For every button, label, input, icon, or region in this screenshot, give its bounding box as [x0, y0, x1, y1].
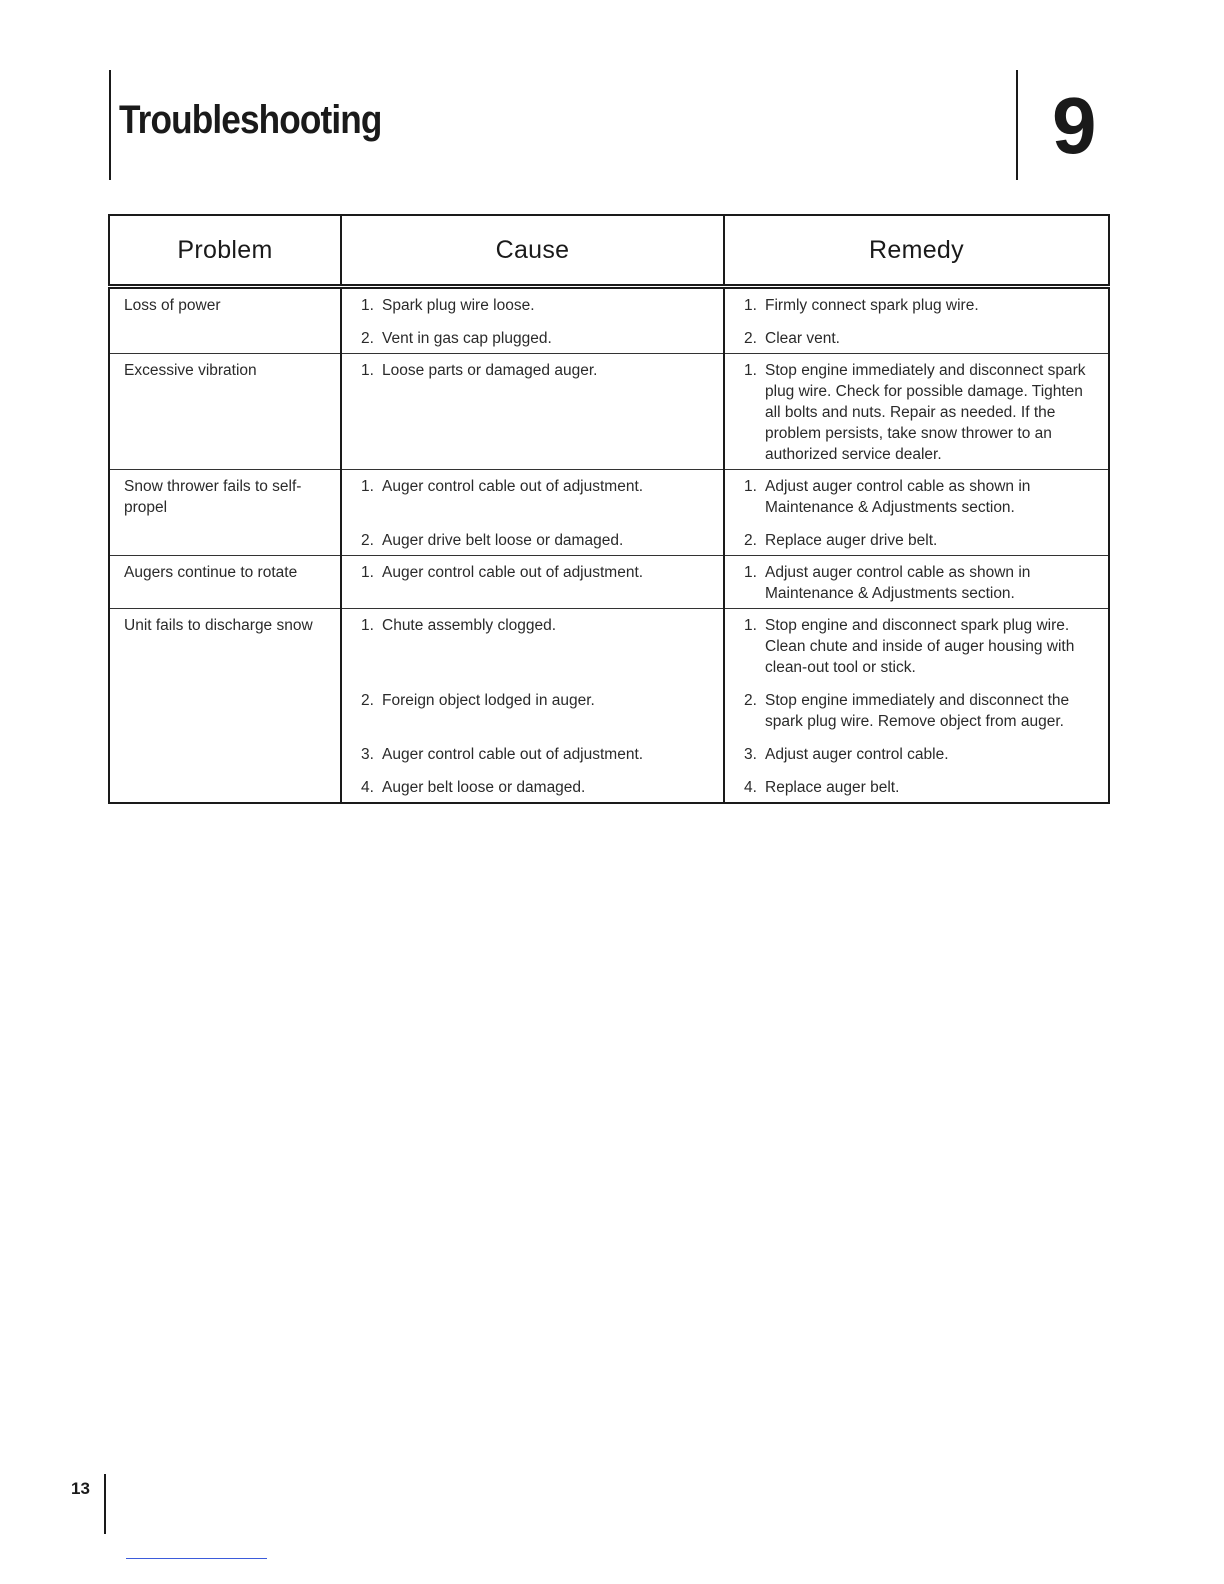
table-row — [109, 470, 1109, 556]
cause-cell — [341, 287, 724, 354]
remedy-item — [739, 328, 1100, 349]
troubleshooting-table — [108, 214, 1110, 804]
cause-item-number: 2. — [361, 532, 374, 549]
remedy-item-text: Adjust auger control cable. — [765, 746, 949, 763]
cause-item — [356, 295, 715, 316]
cause-cell — [341, 354, 724, 470]
problem-cell — [109, 556, 341, 609]
remedy-list — [739, 476, 1100, 551]
cause-item — [356, 690, 715, 732]
remedy-item-number: 3. — [744, 746, 757, 763]
remedy-list — [739, 562, 1100, 604]
table-row — [109, 556, 1109, 609]
cause-list — [356, 295, 715, 349]
remedy-cell — [724, 354, 1109, 470]
cause-list — [356, 615, 715, 798]
cause-item-text: Auger belt loose or damaged. — [382, 779, 586, 796]
remedy-cell — [724, 556, 1109, 609]
column-header-cause: Cause — [341, 215, 724, 287]
cause-cell — [341, 470, 724, 556]
remedy-item — [739, 530, 1100, 551]
cause-item-number: 3. — [361, 746, 374, 763]
remedy-cell — [724, 609, 1109, 804]
remedy-cell — [724, 470, 1109, 556]
problem-text: Snow thrower fails to self-propel — [124, 478, 302, 516]
cause-item — [356, 777, 715, 798]
title-rule-left — [109, 70, 111, 180]
remedy-item-text: Adjust auger control cable as shown in Maintenance & Adjustments section. — [765, 478, 1031, 516]
problem-cell — [109, 287, 341, 354]
remedy-item-number: 2. — [744, 692, 757, 709]
problem-text: Loss of power — [124, 297, 221, 314]
cause-item-number: 1. — [361, 297, 374, 314]
problem-text: Excessive vibration — [124, 362, 257, 379]
cause-item — [356, 476, 715, 518]
table-row — [109, 354, 1109, 470]
remedy-item-text: Firmly connect spark plug wire. — [765, 297, 979, 314]
remedy-item — [739, 615, 1100, 678]
cause-list — [356, 360, 715, 465]
cause-item-number: 2. — [361, 330, 374, 347]
cause-item-text: Auger control cable out of adjustment. — [382, 746, 644, 763]
remedy-item — [739, 690, 1100, 732]
cause-item — [356, 562, 715, 604]
problem-cell — [109, 354, 341, 470]
cause-item — [356, 744, 715, 765]
page-number: 13 — [71, 1479, 90, 1498]
remedy-list — [739, 615, 1100, 798]
remedy-item-number: 4. — [744, 779, 757, 796]
cause-item — [356, 530, 715, 551]
problem-text: Unit fails to discharge snow — [124, 617, 313, 634]
remedy-cell — [724, 287, 1109, 354]
remedy-item-text: Replace auger belt. — [765, 779, 900, 796]
cause-item-text: Auger control cable out of adjustment. — [382, 478, 644, 495]
cause-item-number: 1. — [361, 478, 374, 495]
cause-item-number: 1. — [361, 564, 374, 581]
remedy-item-text: Replace auger drive belt. — [765, 532, 938, 549]
cause-item-number: 1. — [361, 362, 374, 379]
remedy-item-text: Clear vent. — [765, 330, 840, 347]
cause-cell — [341, 556, 724, 609]
remedy-item-text: Stop engine immediately and disconnect spark plug wire. Check for possible damage. Tighten all bolts and nuts. Repair as needed. If the problem persists, take snow thrower to an authorized service dealer. — [765, 362, 1086, 463]
footer-rule — [104, 1474, 106, 1534]
column-header-remedy: Remedy — [724, 215, 1109, 287]
remedy-item-number: 1. — [744, 478, 757, 495]
cause-item-number: 4. — [361, 779, 374, 796]
cause-cell — [341, 609, 724, 804]
cause-item-text: Foreign object lodged in auger. — [382, 692, 595, 709]
cause-list — [356, 562, 715, 604]
cause-item — [356, 615, 715, 678]
cause-item — [356, 360, 715, 465]
column-header-problem: Problem — [109, 215, 341, 287]
cause-item-text: Auger drive belt loose or damaged. — [382, 532, 624, 549]
remedy-item — [739, 360, 1100, 465]
cause-item-text: Vent in gas cap plugged. — [382, 330, 552, 347]
remedy-item — [739, 562, 1100, 604]
cause-item-text: Spark plug wire loose. — [382, 297, 535, 314]
remedy-item — [739, 777, 1100, 798]
remedy-item-number: 2. — [744, 532, 757, 549]
table-body — [109, 287, 1109, 804]
remedy-item-number: 1. — [744, 297, 757, 314]
remedy-item-number: 1. — [744, 564, 757, 581]
table-header-row — [109, 215, 1109, 287]
cause-item-number: 2. — [361, 692, 374, 709]
chapter-rule — [1016, 70, 1018, 180]
remedy-item-text: Stop engine and disconnect spark plug wire. Clean chute and inside of auger housing with clean-out tool or stick. — [765, 617, 1075, 676]
remedy-item-number: 1. — [744, 362, 757, 379]
cause-item-text: Chute assembly clogged. — [382, 617, 557, 634]
cause-item-text: Loose parts or damaged auger. — [382, 362, 598, 379]
remedy-item-number: 2. — [744, 330, 757, 347]
remedy-item-number: 1. — [744, 617, 757, 634]
problem-cell — [109, 470, 341, 556]
chapter-number: 9 — [1052, 81, 1097, 170]
cause-item-number: 1. — [361, 617, 374, 634]
remedy-item — [739, 476, 1100, 518]
table-row — [109, 287, 1109, 354]
problem-text: Augers continue to rotate — [124, 564, 298, 581]
cause-item-text: Auger control cable out of adjustment. — [382, 564, 644, 581]
footer-link-underline — [126, 1558, 267, 1559]
cause-list — [356, 476, 715, 551]
table-row — [109, 609, 1109, 804]
remedy-item — [739, 744, 1100, 765]
page-title: Troubleshooting — [119, 98, 382, 142]
remedy-list — [739, 295, 1100, 349]
cause-item — [356, 328, 715, 349]
remedy-item-text: Adjust auger control cable as shown in Maintenance & Adjustments section. — [765, 564, 1031, 602]
remedy-item-text: Stop engine immediately and disconnect the spark plug wire. Remove object from auger. — [765, 692, 1070, 730]
problem-cell — [109, 609, 341, 804]
remedy-item — [739, 295, 1100, 316]
remedy-list — [739, 360, 1100, 465]
